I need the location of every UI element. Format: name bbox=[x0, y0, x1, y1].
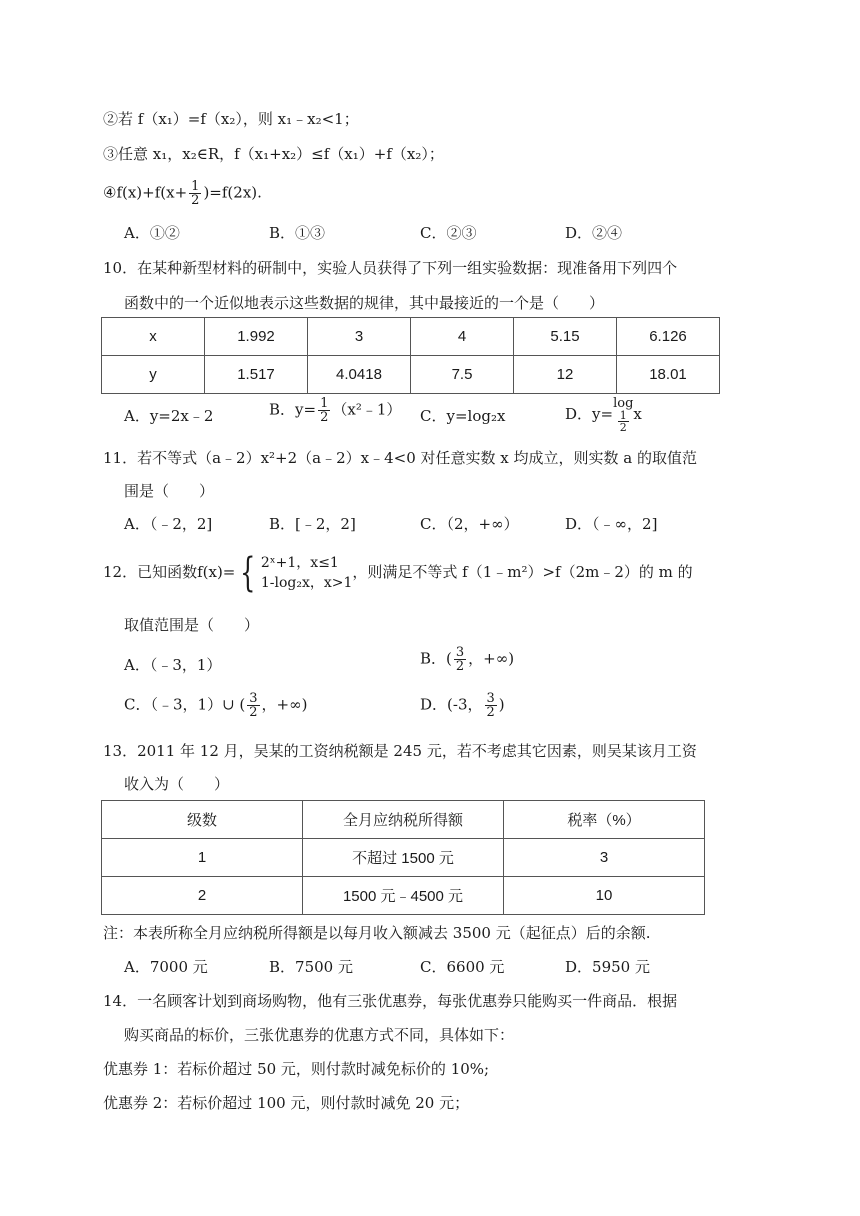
table-cell: 5.15 bbox=[514, 318, 617, 356]
table-row bbox=[102, 839, 705, 877]
table-header: 全月应纳税所得额 bbox=[303, 801, 504, 839]
q12-option-d[interactable]: D．(-3， $\frac{3}{2}$ ) bbox=[420, 691, 505, 720]
q9-statement-3: ③任意 x₁，x₂∈R，f（x₁+x₂）≤f（x₁）+f（x₂）； bbox=[103, 145, 444, 163]
q12-options-row1 bbox=[124, 645, 744, 676]
q12-option-b[interactable]: B．( $\frac{3}{2}$ ，+∞) bbox=[420, 645, 515, 674]
table-cell: 不超过 1500 元 bbox=[303, 839, 504, 877]
table-row bbox=[102, 318, 720, 356]
table-cell: 1500 元﹣4500 元 bbox=[303, 877, 504, 915]
table-cell: y bbox=[102, 356, 205, 394]
q11-option-a[interactable]: A．（﹣2，2] bbox=[124, 515, 213, 533]
q13-note: 注：本表所称全月应纳税所得额是以每月收入额减去 3500 元（起征点）后的余额. bbox=[103, 924, 651, 942]
table-header: 税率（%） bbox=[504, 801, 705, 839]
q14-stem-line1: 14．一名顾客计划到商场购物，他有三张优惠券，每张优惠券只能购买一件商品．根据 bbox=[103, 992, 678, 1010]
q10-option-c[interactable]: C．y=log₂x bbox=[420, 407, 506, 425]
q11-stem-line2: 围是（ ） bbox=[124, 482, 215, 500]
q13-option-b[interactable]: B．7500 元 bbox=[269, 958, 353, 976]
q9-statement-4: ④f(x)+f(x+ $\frac{1}{2}$ )=f(2x). bbox=[103, 179, 262, 208]
q14-stem-line2: 购买商品的标价，三张优惠券的优惠方式不同，具体如下： bbox=[124, 1026, 515, 1044]
q11-stem-line1: 11．若不等式（a﹣2）x²+2（a﹣2）x﹣4<0 对任意实数 x 均成立，则实数 a 的取值范 bbox=[103, 449, 698, 467]
table-cell: 10 bbox=[504, 877, 705, 915]
q12-stem-line2: 取值范围是（ ） bbox=[124, 616, 260, 634]
q14-coupon-2: 优惠券 2：若标价超过 100 元，则付款时减免 20 元； bbox=[103, 1094, 470, 1112]
q11-options bbox=[124, 513, 744, 535]
q10-option-a[interactable]: A．y=2x﹣2 bbox=[124, 407, 214, 425]
q11-option-d[interactable]: D．（﹣∞，2] bbox=[565, 515, 658, 533]
table-cell: 1.517 bbox=[205, 356, 308, 394]
q9-option-b[interactable]: B．①③ bbox=[269, 224, 326, 242]
q9-options bbox=[124, 222, 744, 244]
table-cell: 18.01 bbox=[617, 356, 720, 394]
q10-options bbox=[124, 396, 744, 434]
q13-options bbox=[124, 956, 744, 978]
q13-option-d[interactable]: D．5950 元 bbox=[565, 958, 650, 976]
table-cell: 1.992 bbox=[205, 318, 308, 356]
q12-option-c[interactable]: C．（﹣3，1）∪ ( $\frac{3}{2}$ ，+∞) bbox=[124, 691, 308, 720]
q9-option-a[interactable]: A．①② bbox=[124, 224, 180, 242]
table-header: 级数 bbox=[102, 801, 303, 839]
table-row bbox=[102, 356, 720, 394]
table-cell: 4.0418 bbox=[308, 356, 411, 394]
q11-option-b[interactable]: B．[﹣2，2] bbox=[269, 515, 356, 533]
q12-options-row2 bbox=[124, 691, 744, 722]
q9-statement-2: ②若 f（x₁）=f（x₂），则 x₁﹣x₂<1； bbox=[103, 110, 359, 128]
q13-tax-table bbox=[101, 800, 705, 915]
q9-option-d[interactable]: D．②④ bbox=[565, 224, 623, 242]
q11-option-c[interactable]: C．（2，+∞） bbox=[420, 515, 519, 533]
q10-stem-line2: 函数中的一个近似地表示这些数据的规律，其中最接近的一个是（ ） bbox=[124, 294, 605, 312]
q13-stem-line2: 收入为（ ） bbox=[124, 775, 230, 793]
q13-stem-line1: 13．2011 年 12 月，吴某的工资纳税额是 245 元，若不考虑其它因素，则吴某该月工资 bbox=[103, 742, 697, 760]
q13-option-c[interactable]: C．6600 元 bbox=[420, 958, 505, 976]
q13-option-a[interactable]: A．7000 元 bbox=[124, 958, 208, 976]
table-row bbox=[102, 801, 705, 839]
table-row bbox=[102, 877, 705, 915]
q10-option-d[interactable]: D．y= log $\frac{1}{2}$ x bbox=[565, 396, 642, 434]
q10-option-b[interactable]: B．y= $\frac{1}{2}$ （x²﹣1） bbox=[269, 396, 402, 425]
table-cell: 6.126 bbox=[617, 318, 720, 356]
left-brace-icon: { bbox=[240, 550, 256, 596]
table-cell: 2 bbox=[102, 877, 303, 915]
table-cell: 7.5 bbox=[411, 356, 514, 394]
table-cell: 3 bbox=[504, 839, 705, 877]
q9-option-c[interactable]: C．②③ bbox=[420, 224, 477, 242]
table-cell: 1 bbox=[102, 839, 303, 877]
table-cell: 4 bbox=[411, 318, 514, 356]
q10-stem-line1: 10．在某种新型材料的研制中，实验人员获得了下列一组实验数据：现准备用下列四个 bbox=[103, 259, 678, 277]
table-cell: 3 bbox=[308, 318, 411, 356]
q14-coupon-1: 优惠券 1：若标价超过 50 元，则付款时减免标价的 10%; bbox=[103, 1060, 490, 1078]
q10-data-table bbox=[101, 317, 720, 394]
table-cell: x bbox=[102, 318, 205, 356]
q12-option-a[interactable]: A．（﹣3，1） bbox=[124, 656, 222, 674]
table-cell: 12 bbox=[514, 356, 617, 394]
q12-stem-line1: 12．已知函数f(x)= { 2ˣ+1，x≤1 1-log₂x，x>1 ，则满足不等式 f（1﹣m²）>f（2m﹣2）的 m 的 bbox=[103, 550, 693, 596]
